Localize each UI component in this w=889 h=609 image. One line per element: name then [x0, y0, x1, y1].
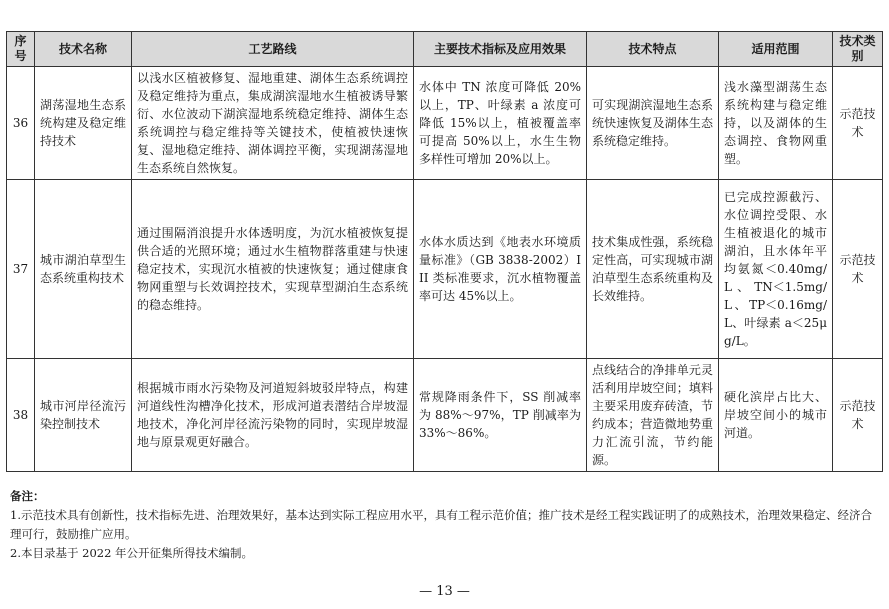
row-process-route: 根据城市雨水污染物及河道短斜坡驳岸特点，构建河道线性沟槽净化技术，形成河道表潜结合岸坡湿地技术，净化河岸径流污染物的同时，实现岸坡湿地与原景观更好融合。: [132, 359, 414, 472]
header-category: 技术类别: [833, 32, 883, 67]
page-number: — 13 —: [419, 584, 470, 599]
row-scope: 已完成控源截污、水位调控受限、水生植被退化的城市湖泊，且水体年平均氨氮＜0.40mg/L、TN＜1.5mg/L、TP＜0.16mg/L、叶绿素 a＜25μg/L。: [719, 180, 833, 359]
header-process-route: 工艺路线: [132, 32, 414, 67]
header-no: 序号: [7, 32, 35, 67]
note-item: 1.示范技术具有创新性，技术指标先进、治理效果好，基本达到实际工程应用水平，具有工程示范价值；推广技术是经工程实践证明了的成熟技术，治理效果稳定、经济合理可行，鼓励推广应用。: [10, 508, 872, 541]
table-row: [7, 359, 883, 472]
row-no: 38: [7, 359, 35, 472]
header-scope: 适用范围: [719, 32, 833, 67]
header-tech-name: 技术名称: [35, 32, 132, 67]
row-tech-name: 城市湖泊草型生态系统重构技术: [35, 180, 132, 359]
technology-table: [6, 31, 883, 472]
row-scope: 硬化滨岸占比大、岸坡空间小的城市河道。: [719, 359, 833, 472]
note-item: 2.本目录基于 2022 年公开征集所得技术编制。: [10, 546, 254, 560]
notes-section: [10, 487, 880, 563]
row-scope: 浅水藻型湖荡生态系统构建与稳定维持，以及湖体的生态调控、食物网重塑。: [719, 67, 833, 180]
table-row: [7, 180, 883, 359]
table-row: [7, 67, 883, 180]
row-category: 示范技术: [833, 67, 883, 180]
table-header-row: [7, 32, 883, 67]
row-indicators: 水体水质达到《地表水环境质量标准》（GB 3838-2002）III 类标准要求，沉水植物覆盖率可达 45%以上。: [414, 180, 587, 359]
row-features: 点线结合的净排单元灵活利用岸坡空间；填料主要采用废弃砖渣，节约成本；营造微地势重力汇流引流，节约能源。: [587, 359, 719, 472]
row-tech-name: 湖荡湿地生态系统构建及稳定维持技术: [35, 67, 132, 180]
header-indicators: 主要技术指标及应用效果: [414, 32, 587, 67]
row-no: 37: [7, 180, 35, 359]
row-process-route: 以浅水区植被修复、湿地重建、湖体生态系统调控及稳定维持为重点，集成湖滨湿地水生植被诱导繁衍、水位波动下湖滨湿地系统稳定维持、湖体生态系统调控与稳定维持等关键技术，使植被快速恢复、湿地稳定维持、湖体调控平衡，实现湖荡湿地生态系统自然恢复。: [132, 67, 414, 180]
row-no: 36: [7, 67, 35, 180]
row-features: 可实现湖滨湿地生态系统快速恢复及湖体生态系统稳定维持。: [587, 67, 719, 180]
row-features: 技术集成性强，系统稳定性高，可实现城市湖泊草型生态系统重构及长效维持。: [587, 180, 719, 359]
row-process-route: 通过围隔消浪提升水体透明度，为沉水植被恢复提供合适的光照环境；通过水生植物群落重建与快速稳定技术，实现沉水植被的快速恢复；通过健康食物网重塑与长效调控技术，实现草型湖泊生态系统的稳态维持。: [132, 180, 414, 359]
row-indicators: 水体中 TN 浓度可降低 20%以上，TP、叶绿素 a 浓度可降低 15%以上，植被覆盖率可提高 50%以上，水生生物多样性可增加 20%以上。: [414, 67, 587, 180]
notes-heading: 备注：: [10, 489, 45, 503]
row-indicators: 常规降雨条件下，SS 削减率为 88%～97%，TP 削减率为 33%～86%。: [414, 359, 587, 472]
row-tech-name: 城市河岸径流污染控制技术: [35, 359, 132, 472]
row-category: 示范技术: [833, 359, 883, 472]
row-category: 示范技术: [833, 180, 883, 359]
header-features: 技术特点: [587, 32, 719, 67]
